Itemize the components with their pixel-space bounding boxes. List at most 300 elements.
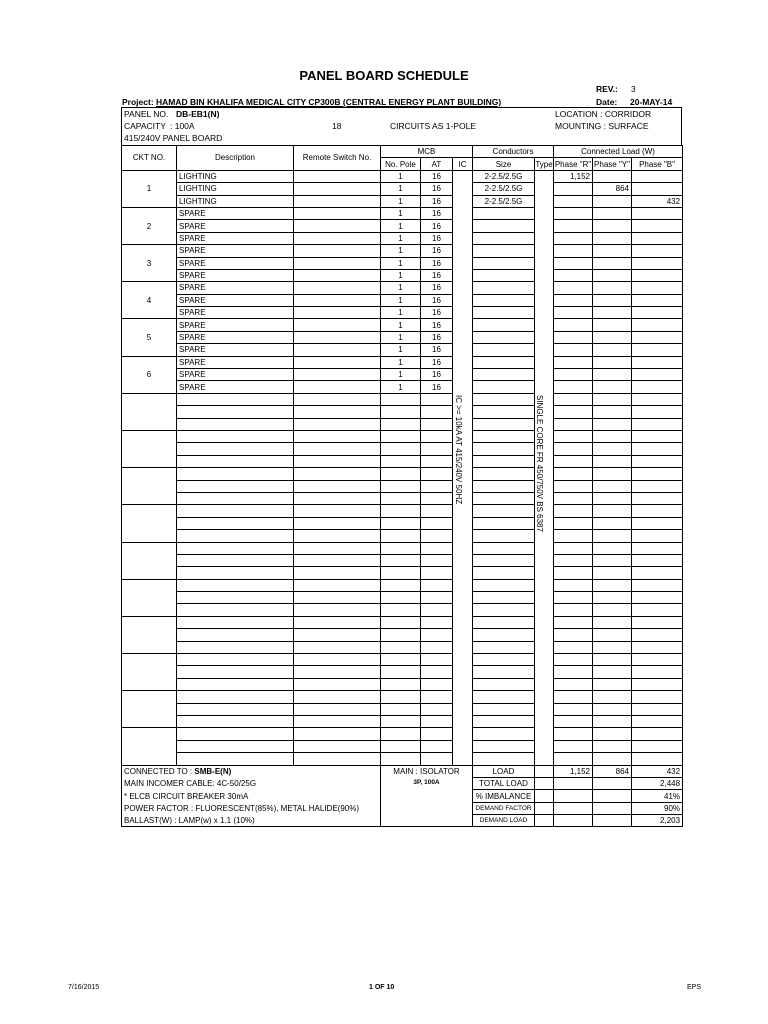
remote-switch-cell [294, 753, 381, 765]
circuit-description: SPARE [177, 232, 294, 244]
remote-switch-cell [294, 195, 381, 207]
col-header-phase-y: Phase "Y" [594, 159, 630, 169]
remote-switch-cell [294, 393, 381, 405]
mcb-at [421, 418, 453, 430]
conductor-size [473, 307, 535, 319]
mcb-pole [381, 616, 421, 628]
mcb-pole [381, 715, 421, 727]
mcb-at: 16 [421, 307, 453, 319]
phase-y-load [593, 331, 632, 343]
circuit-description [177, 579, 294, 591]
phase-y-load [593, 592, 632, 604]
phase-r-load [554, 232, 593, 244]
mcb-at [421, 393, 453, 405]
circuit-description [177, 715, 294, 727]
mcb-pole: 1 [381, 269, 421, 281]
mcb-pole [381, 678, 421, 690]
conductor-size [473, 567, 535, 579]
phase-b-load [632, 542, 683, 554]
circuit-description [177, 505, 294, 517]
phase-y-load [593, 728, 632, 740]
circuit-description: LIGHTING [177, 183, 294, 195]
table-row [122, 654, 683, 666]
mcb-pole: 1 [381, 344, 421, 356]
mcb-pole [381, 554, 421, 566]
mcb-at: 16 [421, 344, 453, 356]
mcb-at [421, 505, 453, 517]
mcb-at: 16 [421, 356, 453, 368]
phase-r-load [554, 728, 593, 740]
mcb-at: 16 [421, 319, 453, 331]
table-row [122, 455, 683, 467]
phase-y-load [593, 654, 632, 666]
table-row [122, 282, 683, 294]
phase-b-load [632, 369, 683, 381]
page-title: PANEL BOARD SCHEDULE [299, 68, 469, 83]
mcb-pole: 1 [381, 195, 421, 207]
circuit-description: SPARE [177, 257, 294, 269]
phase-r-load [554, 567, 593, 579]
mcb-pole [381, 468, 421, 480]
type-cell [535, 777, 554, 789]
summary-phase-b: 2,448 [632, 777, 683, 789]
mcb-pole: 1 [381, 294, 421, 306]
phase-y-load [593, 269, 632, 281]
phase-y-load [593, 430, 632, 442]
ckt-number: 3 [122, 245, 177, 282]
circuits-count: 18 [332, 121, 342, 131]
circuit-description [177, 629, 294, 641]
conductor-size [473, 245, 535, 257]
table-row [122, 728, 683, 740]
phase-r-load [554, 678, 593, 690]
phase-r-load [554, 331, 593, 343]
mounting: MOUNTING : SURFACE [555, 121, 649, 131]
ckt-number [122, 468, 177, 505]
conductor-size [473, 530, 535, 542]
summary-phase-r [554, 777, 593, 789]
circuit-description [177, 492, 294, 504]
table-row [122, 232, 683, 244]
connected-to-label: CONNECTED TO : [124, 766, 193, 776]
phase-y-load [593, 480, 632, 492]
phase-r-load [554, 282, 593, 294]
phase-b-load [632, 331, 683, 343]
phase-y-load [593, 641, 632, 653]
phase-r-load [554, 740, 593, 752]
conductor-size [473, 344, 535, 356]
phase-r-load [554, 344, 593, 356]
col-header-conductors: Conductors [473, 146, 554, 158]
rev-label: REV.: [596, 84, 618, 94]
mcb-at [421, 740, 453, 752]
phase-b-load [632, 567, 683, 579]
phase-b-load [632, 282, 683, 294]
mcb-at [421, 492, 453, 504]
mcb-pole [381, 393, 421, 405]
conductor-size [473, 592, 535, 604]
remote-switch-cell [294, 480, 381, 492]
phase-y-load [593, 406, 632, 418]
phase-r-load [554, 480, 593, 492]
remote-switch-cell [294, 406, 381, 418]
phase-y-load [593, 282, 632, 294]
ckt-number: 5 [122, 319, 177, 356]
ckt-number: 2 [122, 207, 177, 244]
phase-b-load [632, 715, 683, 727]
phase-r-load [554, 592, 593, 604]
phase-y-load [593, 170, 632, 182]
mcb-at: 16 [421, 232, 453, 244]
table-row [122, 344, 683, 356]
circuit-description: SPARE [177, 245, 294, 257]
ckt-number [122, 579, 177, 616]
phase-r-load [554, 356, 593, 368]
phase-b-load [632, 220, 683, 232]
ckt-number [122, 393, 177, 430]
phase-y-load [593, 468, 632, 480]
phase-y-load [593, 220, 632, 232]
conductor-size: 2-2.5/2.5G [473, 170, 535, 182]
conductor-size [473, 691, 535, 703]
mcb-pole [381, 443, 421, 455]
phase-y-load [593, 530, 632, 542]
circuit-description [177, 542, 294, 554]
circuit-description: SPARE [177, 294, 294, 306]
summary-phase-y [593, 777, 632, 789]
phase-b-load [632, 678, 683, 690]
circuit-description: SPARE [177, 307, 294, 319]
remote-switch-cell [294, 592, 381, 604]
mcb-at: 16 [421, 381, 453, 393]
summary-phase-b: 2,203 [632, 815, 683, 827]
phase-b-load [632, 753, 683, 765]
col-header-no-pole: No. Pole [381, 158, 421, 170]
conductor-size [473, 393, 535, 405]
mcb-at [421, 554, 453, 566]
phase-b-load [632, 319, 683, 331]
summary-phase-y [593, 790, 632, 802]
conductor-size [473, 282, 535, 294]
table-row [122, 381, 683, 393]
mcb-at [421, 517, 453, 529]
mcb-at: 16 [421, 195, 453, 207]
phase-r-load [554, 220, 593, 232]
phase-r-load [554, 319, 593, 331]
conductor-size [473, 381, 535, 393]
capacity-value: : 100A [170, 121, 195, 131]
phase-r-load [554, 666, 593, 678]
summary-phase-y: 864 [593, 765, 632, 777]
phase-y-load [593, 195, 632, 207]
phase-r-load [554, 195, 593, 207]
phase-b-load [632, 691, 683, 703]
conductor-size [473, 616, 535, 628]
col-header-phase-r: Phase "R" [554, 159, 592, 169]
mcb-pole [381, 455, 421, 467]
circuit-description [177, 455, 294, 467]
phase-b-load [632, 245, 683, 257]
mcb-at [421, 480, 453, 492]
conductor-size [473, 728, 535, 740]
phase-y-load [593, 344, 632, 356]
mcb-at [421, 430, 453, 442]
table-row [122, 245, 683, 257]
ckt-number [122, 691, 177, 728]
phase-y-load [593, 307, 632, 319]
main-isolator-label: MAIN : ISOLATOR [393, 766, 460, 776]
mcb-at [421, 468, 453, 480]
mcb-pole [381, 592, 421, 604]
mcb-pole [381, 517, 421, 529]
mcb-at: 16 [421, 183, 453, 195]
table-row [122, 666, 683, 678]
conductor-size [473, 418, 535, 430]
phase-r-load [554, 455, 593, 467]
remote-switch-cell [294, 604, 381, 616]
table-row [122, 406, 683, 418]
conductor-size [473, 740, 535, 752]
remote-switch-cell [294, 468, 381, 480]
phase-y-load [593, 207, 632, 219]
phase-b-load [632, 666, 683, 678]
summary-phase-b: 90% [632, 802, 683, 814]
conductor-size [473, 678, 535, 690]
phase-r-load [554, 294, 593, 306]
table-row [122, 418, 683, 430]
location: LOCATION : CORRIDOR [555, 109, 652, 119]
table-row [122, 616, 683, 628]
table-row [122, 629, 683, 641]
phase-y-load [593, 604, 632, 616]
table-row [122, 579, 683, 591]
table-row [122, 715, 683, 727]
table-row [122, 691, 683, 703]
phase-b-load [632, 616, 683, 628]
ckt-number: 4 [122, 282, 177, 319]
conductor-size [473, 480, 535, 492]
remote-switch-cell [294, 740, 381, 752]
circuit-description: SPARE [177, 356, 294, 368]
panel-type: 415/240V PANEL BOARD [124, 133, 223, 143]
phase-b-load [632, 629, 683, 641]
circuit-description [177, 418, 294, 430]
mcb-at [421, 691, 453, 703]
mcb-pole: 1 [381, 356, 421, 368]
remote-switch-cell [294, 220, 381, 232]
conductor-size [473, 369, 535, 381]
table-row [122, 480, 683, 492]
remote-switch-cell [294, 654, 381, 666]
remote-switch-cell [294, 666, 381, 678]
phase-b-load [632, 604, 683, 616]
phase-r-load [554, 468, 593, 480]
table-row [122, 195, 683, 207]
conductor-size: 2-2.5/2.5G [473, 195, 535, 207]
mcb-at [421, 678, 453, 690]
conductor-size [473, 455, 535, 467]
conductor-size [473, 232, 535, 244]
phase-r-load [554, 183, 593, 195]
col-header-ckt-no: CKT NO. [122, 146, 177, 171]
conductor-size [473, 604, 535, 616]
conductor-size [473, 629, 535, 641]
col-header-description: Description [177, 146, 294, 171]
phase-r-load [554, 269, 593, 281]
circuit-description: SPARE [177, 269, 294, 281]
phase-y-load [593, 257, 632, 269]
mcb-pole [381, 728, 421, 740]
table-row [122, 530, 683, 542]
mcb-at [421, 542, 453, 554]
ckt-number [122, 728, 177, 765]
remote-switch-cell [294, 492, 381, 504]
phase-b-load [632, 740, 683, 752]
summary-label: DEMAND FACTOR [473, 802, 535, 814]
remote-switch-cell [294, 616, 381, 628]
mcb-pole: 1 [381, 170, 421, 182]
conductor-size [473, 517, 535, 529]
table-row [122, 517, 683, 529]
footer-page: 1 OF 10 [369, 984, 395, 991]
table-row [122, 430, 683, 442]
mcb-pole [381, 691, 421, 703]
conductor-size [473, 505, 535, 517]
table-row [122, 319, 683, 331]
summary-phase-b: 41% [632, 790, 683, 802]
remote-switch-cell [294, 257, 381, 269]
phase-r-load [554, 207, 593, 219]
conductor-size [473, 443, 535, 455]
circuit-description: SPARE [177, 381, 294, 393]
phase-b-load [632, 170, 683, 182]
phase-y-load [593, 319, 632, 331]
mcb-pole: 1 [381, 331, 421, 343]
circuit-description [177, 430, 294, 442]
phase-y-load [593, 691, 632, 703]
mcb-pole [381, 703, 421, 715]
phase-b-load [632, 393, 683, 405]
mcb-at [421, 753, 453, 765]
remote-switch-cell [294, 207, 381, 219]
phase-y-load [593, 579, 632, 591]
remote-switch-cell [294, 579, 381, 591]
circuit-description [177, 641, 294, 653]
circuit-description: SPARE [177, 207, 294, 219]
summary-label: TOTAL LOAD [473, 777, 535, 789]
summary-note [122, 765, 381, 777]
project-label: Project: [122, 97, 154, 107]
circuit-description [177, 691, 294, 703]
mcb-pole [381, 654, 421, 666]
mcb-at: 16 [421, 294, 453, 306]
table-row [122, 641, 683, 653]
summary-label: % IMBALANCE [473, 790, 535, 802]
phase-y-load [593, 703, 632, 715]
phase-r-load [554, 393, 593, 405]
table-row [122, 331, 683, 343]
phase-b-load [632, 468, 683, 480]
mcb-pole: 1 [381, 257, 421, 269]
phase-y-load [593, 455, 632, 467]
mcb-pole: 1 [381, 381, 421, 393]
panel-no-value: DB-EB1(N) [176, 109, 220, 119]
phase-r-load [554, 703, 593, 715]
mcb-pole [381, 542, 421, 554]
circuit-description [177, 592, 294, 604]
remote-switch-cell [294, 554, 381, 566]
type-cell [535, 815, 554, 827]
table-row [122, 542, 683, 554]
table-row [122, 220, 683, 232]
summary-note: MAIN INCOMER CABLE: 4C-50/25G [122, 777, 381, 789]
phase-y-load [593, 294, 632, 306]
phase-b-load [632, 517, 683, 529]
mcb-pole [381, 604, 421, 616]
phase-b-load [632, 480, 683, 492]
summary-note: POWER FACTOR : FLUORESCENT(85%), METAL HALIDE(90%) [122, 802, 381, 814]
mcb-pole: 1 [381, 220, 421, 232]
phase-r-load [554, 257, 593, 269]
circuit-description: SPARE [177, 319, 294, 331]
phase-r-load [554, 554, 593, 566]
mcb-pole: 1 [381, 307, 421, 319]
remote-switch-cell [294, 678, 381, 690]
phase-y-load [593, 232, 632, 244]
circuit-description [177, 567, 294, 579]
phase-b-load [632, 406, 683, 418]
mcb-at [421, 728, 453, 740]
remote-switch-cell [294, 728, 381, 740]
mcb-at [421, 715, 453, 727]
phase-b-load [632, 418, 683, 430]
phase-b-load [632, 554, 683, 566]
remote-switch-cell [294, 567, 381, 579]
ckt-number: 6 [122, 356, 177, 393]
type-cell [535, 802, 554, 814]
ckt-number: 1 [122, 170, 177, 207]
mcb-pole [381, 753, 421, 765]
table-row [122, 592, 683, 604]
conductor-size [473, 257, 535, 269]
phase-r-load [554, 542, 593, 554]
circuit-description [177, 703, 294, 715]
table-row [122, 554, 683, 566]
summary-phase-y [593, 815, 632, 827]
remote-switch-cell [294, 319, 381, 331]
phase-r-load [554, 418, 593, 430]
circuit-description [177, 678, 294, 690]
phase-b-load [632, 269, 683, 281]
phase-y-load [593, 443, 632, 455]
table-row [122, 505, 683, 517]
phase-b-load [632, 232, 683, 244]
mcb-pole: 1 [381, 232, 421, 244]
table-row [122, 257, 683, 269]
circuit-description [177, 753, 294, 765]
conductor-size [473, 294, 535, 306]
remote-switch-cell [294, 232, 381, 244]
circuit-description: LIGHTING [177, 195, 294, 207]
circuit-description [177, 517, 294, 529]
phase-y-load [593, 517, 632, 529]
phase-r-load [554, 654, 593, 666]
phase-r-load [554, 530, 593, 542]
circuit-description [177, 393, 294, 405]
circuit-description: SPARE [177, 282, 294, 294]
mcb-pole [381, 629, 421, 641]
mcb-pole [381, 740, 421, 752]
